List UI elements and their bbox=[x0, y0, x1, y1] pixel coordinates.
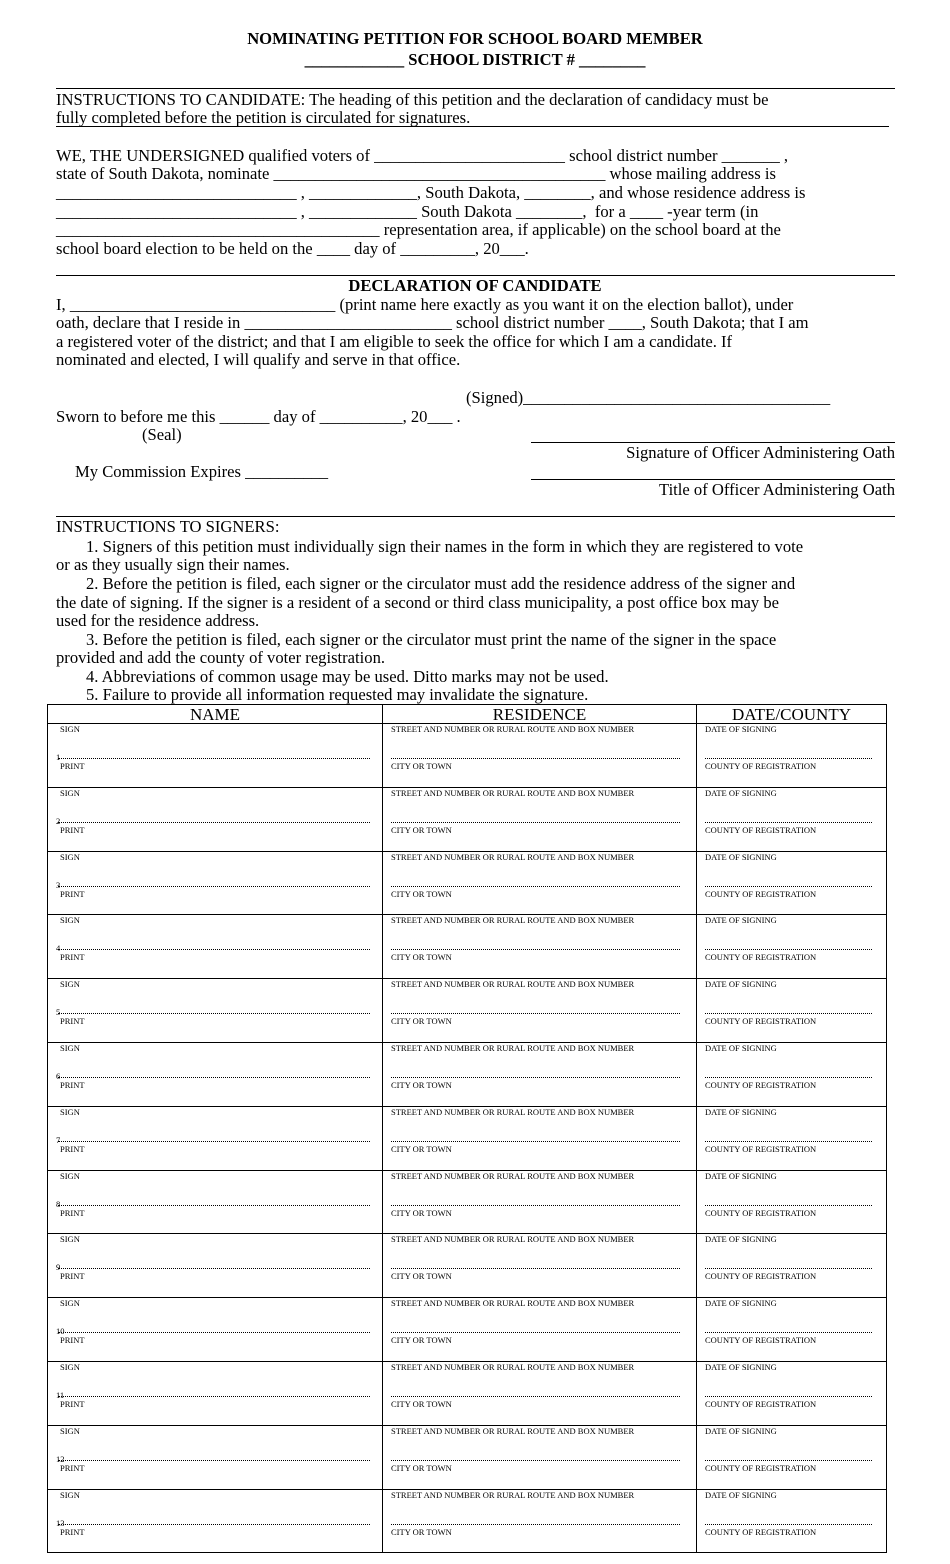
date-label: DATE OF SIGNING bbox=[705, 1425, 777, 1436]
signer-instruction-1a: 1. Signers of this petition must individually sign their names in the form in which they are registered to vote bbox=[86, 537, 804, 556]
divider bbox=[56, 88, 895, 89]
dotted-separator bbox=[391, 1460, 680, 1461]
nomination-line1: WE, THE UNDERSIGNED qualified voters of _______________________ school district number _______ , bbox=[56, 146, 789, 165]
name-cell[interactable] bbox=[48, 1234, 383, 1298]
city-label: CITY OR TOWN bbox=[391, 1335, 452, 1346]
county-label: COUNTY OF REGISTRATION bbox=[705, 761, 817, 771]
print-label: PRINT bbox=[60, 952, 85, 963]
row-number: 1 bbox=[56, 752, 61, 762]
nomination-line3: _____________________________ , _____________, South Dakota, ________, and whose residence address is bbox=[56, 183, 806, 202]
dotted-separator bbox=[391, 1396, 680, 1397]
dotted-separator bbox=[705, 949, 872, 950]
dotted-separator bbox=[705, 1077, 872, 1078]
sworn-line: Sworn to before me this ______ day of __________, 20___ . bbox=[56, 407, 461, 426]
row-number: 12 bbox=[56, 1453, 65, 1464]
dotted-separator bbox=[391, 1141, 680, 1142]
dotted-separator bbox=[705, 1205, 872, 1206]
table-row bbox=[48, 915, 887, 979]
name-cell[interactable] bbox=[48, 1361, 383, 1425]
name-cell[interactable] bbox=[48, 851, 383, 915]
name-cell[interactable] bbox=[48, 1106, 383, 1170]
row-number: 3 bbox=[56, 879, 61, 890]
row-number: 13 bbox=[56, 1517, 65, 1528]
declaration-line2: oath, declare that I reside in _________________________ school district number ____, South Dakota; that I am bbox=[56, 313, 809, 332]
city-label: CITY OR TOWN bbox=[391, 1207, 452, 1218]
sign-label: SIGN bbox=[60, 787, 80, 798]
street-label: STREET AND NUMBER OR RURAL ROUTE AND BOX NUMBER bbox=[391, 915, 635, 926]
print-label: PRINT bbox=[60, 1079, 85, 1090]
print-label: PRINT bbox=[60, 1143, 85, 1154]
date-label: DATE OF SIGNING bbox=[705, 1234, 777, 1245]
dotted-separator bbox=[58, 1205, 370, 1206]
dotted-separator bbox=[705, 1141, 872, 1142]
residence-cell[interactable] bbox=[383, 724, 697, 788]
declaration-title: DECLARATION OF CANDIDATE bbox=[348, 276, 602, 295]
officer-title-label: Title of Officer Administering Oath bbox=[659, 480, 895, 499]
signed-line: (Signed)_____________________________________ bbox=[466, 388, 831, 407]
row-number: 6 bbox=[56, 1070, 61, 1081]
county-label: COUNTY OF REGISTRATION bbox=[705, 1143, 817, 1154]
dotted-separator bbox=[705, 822, 872, 823]
signer-instruction-4: 4. Abbreviations of common usage may be used. Ditto marks may not be used. bbox=[86, 667, 609, 686]
name-cell[interactable] bbox=[48, 1170, 383, 1234]
print-label: PRINT bbox=[60, 824, 85, 835]
date-county-cell[interactable] bbox=[697, 787, 887, 851]
date-county-cell[interactable] bbox=[697, 851, 887, 915]
table-row bbox=[48, 851, 887, 915]
row-number: 7 bbox=[56, 1134, 61, 1145]
residence-cell[interactable] bbox=[383, 787, 697, 851]
residence-cell[interactable] bbox=[383, 1234, 697, 1298]
dotted-separator bbox=[391, 1013, 680, 1014]
residence-cell[interactable] bbox=[383, 1170, 697, 1234]
county-label: COUNTY OF REGISTRATION bbox=[705, 1462, 817, 1473]
dotted-separator bbox=[58, 1460, 370, 1461]
nomination-line6: school board election to be held on the ____ day of _________, 20___. bbox=[56, 239, 529, 258]
nomination-line2: state of South Dakota, nominate ________________________________________ whose mailing address is bbox=[56, 164, 776, 183]
row-number: 5 bbox=[56, 1007, 61, 1018]
officer-signature-label: Signature of Officer Administering Oath bbox=[626, 443, 895, 462]
date-label: DATE OF SIGNING bbox=[705, 979, 777, 990]
dotted-separator bbox=[705, 1524, 872, 1525]
county-label: COUNTY OF REGISTRATION bbox=[705, 1207, 817, 1218]
signer-instruction-3a: 3. Before the petition is filed, each signer or the circulator must print the name of the signer in the space bbox=[86, 630, 777, 649]
date-label: DATE OF SIGNING bbox=[705, 1361, 777, 1372]
print-label: PRINT bbox=[60, 1526, 85, 1537]
signer-instructions-title: INSTRUCTIONS TO SIGNERS: bbox=[56, 517, 280, 536]
city-label: CITY OR TOWN bbox=[391, 1016, 452, 1027]
sign-label: SIGN bbox=[60, 915, 80, 926]
table-row bbox=[48, 724, 887, 788]
page-title: NOMINATING PETITION FOR SCHOOL BOARD MEMBER bbox=[247, 29, 703, 48]
residence-cell[interactable] bbox=[383, 1361, 697, 1425]
dotted-separator bbox=[58, 1013, 370, 1014]
street-label: STREET AND NUMBER OR RURAL ROUTE AND BOX NUMBER bbox=[391, 979, 635, 990]
signer-instruction-1b: or as they usually sign their names. bbox=[56, 555, 290, 574]
header-residence: RESIDENCE bbox=[383, 705, 697, 724]
table-row bbox=[48, 1042, 887, 1106]
dotted-separator bbox=[391, 1205, 680, 1206]
dotted-separator bbox=[705, 886, 872, 887]
print-label: PRINT bbox=[60, 1462, 85, 1473]
county-label: COUNTY OF REGISTRATION bbox=[705, 1271, 817, 1282]
city-label: CITY OR TOWN bbox=[391, 1271, 452, 1282]
dotted-separator bbox=[705, 1396, 872, 1397]
name-cell[interactable] bbox=[48, 1042, 383, 1106]
table-row bbox=[48, 979, 887, 1043]
dotted-separator bbox=[391, 1268, 680, 1269]
nomination-line4: _____________________________ , _____________ South Dakota ________, for a ____ -year term (in bbox=[56, 202, 759, 221]
signer-instruction-3b: provided and add the county of voter registration. bbox=[56, 648, 386, 667]
residence-cell[interactable] bbox=[383, 979, 697, 1043]
street-label: STREET AND NUMBER OR RURAL ROUTE AND BOX NUMBER bbox=[391, 1106, 635, 1117]
date-label: DATE OF SIGNING bbox=[705, 1042, 777, 1053]
date-label: DATE OF SIGNING bbox=[705, 1106, 777, 1117]
dotted-separator bbox=[58, 1268, 370, 1269]
city-label: CITY OR TOWN bbox=[391, 952, 452, 963]
dotted-separator bbox=[391, 1524, 680, 1525]
county-label: COUNTY OF REGISTRATION bbox=[705, 1398, 817, 1409]
residence-cell[interactable] bbox=[383, 1425, 697, 1489]
table-row bbox=[48, 1106, 887, 1170]
county-label: COUNTY OF REGISTRATION bbox=[705, 952, 817, 963]
name-cell[interactable] bbox=[48, 787, 383, 851]
city-label: CITY OR TOWN bbox=[391, 761, 452, 771]
county-label: COUNTY OF REGISTRATION bbox=[705, 888, 817, 899]
city-label: CITY OR TOWN bbox=[391, 1526, 452, 1537]
dotted-separator bbox=[391, 949, 680, 950]
seal-label: (Seal) bbox=[142, 425, 182, 444]
street-label: STREET AND NUMBER OR RURAL ROUTE AND BOX NUMBER bbox=[391, 1489, 635, 1500]
candidate-instructions-line1: INSTRUCTIONS TO CANDIDATE: The heading of this petition and the declaration of candidacy must be bbox=[56, 90, 769, 109]
date-label: DATE OF SIGNING bbox=[705, 915, 777, 926]
date-county-cell[interactable] bbox=[697, 1234, 887, 1298]
date-label: DATE OF SIGNING bbox=[705, 1298, 777, 1309]
dotted-separator bbox=[391, 822, 680, 823]
table-row bbox=[48, 1425, 887, 1489]
residence-cell[interactable] bbox=[383, 1042, 697, 1106]
date-county-cell[interactable] bbox=[697, 1042, 887, 1106]
dotted-separator bbox=[58, 758, 370, 759]
date-label: DATE OF SIGNING bbox=[705, 787, 777, 798]
signer-instruction-5: 5. Failure to provide all information requested may invalidate the signature. bbox=[86, 685, 589, 704]
signer-instruction-2c: used for the residence address. bbox=[56, 611, 260, 630]
declaration-line1: I, ________________________________ (print name here exactly as you want it on the election ballot), under bbox=[56, 295, 794, 314]
dotted-separator bbox=[391, 1077, 680, 1078]
print-label: PRINT bbox=[60, 1207, 85, 1218]
dotted-separator bbox=[391, 886, 680, 887]
dotted-separator bbox=[58, 1077, 370, 1078]
header-date-county: DATE/COUNTY bbox=[697, 705, 887, 724]
table-row bbox=[48, 1234, 887, 1298]
commission-expires: My Commission Expires __________ bbox=[75, 462, 329, 481]
dotted-separator bbox=[705, 1013, 872, 1014]
header-name: NAME bbox=[48, 705, 383, 724]
row-number: 4 bbox=[56, 943, 61, 954]
row-number: 9 bbox=[56, 1262, 61, 1273]
sign-label: SIGN bbox=[60, 724, 80, 734]
sign-label: SIGN bbox=[60, 1170, 80, 1181]
sign-label: SIGN bbox=[60, 1489, 80, 1500]
table-row bbox=[48, 1361, 887, 1425]
residence-cell[interactable] bbox=[383, 1298, 697, 1362]
street-label: STREET AND NUMBER OR RURAL ROUTE AND BOX NUMBER bbox=[391, 724, 635, 734]
signer-instruction-2a: 2. Before the petition is filed, each signer or the circulator must add the residence address of the signer and bbox=[86, 574, 796, 593]
residence-cell[interactable] bbox=[383, 1489, 697, 1553]
sign-label: SIGN bbox=[60, 1298, 80, 1309]
city-label: CITY OR TOWN bbox=[391, 888, 452, 899]
street-label: STREET AND NUMBER OR RURAL ROUTE AND BOX NUMBER bbox=[391, 1234, 635, 1245]
dotted-separator bbox=[391, 758, 680, 759]
print-label: PRINT bbox=[60, 1271, 85, 1282]
date-county-cell[interactable] bbox=[697, 1425, 887, 1489]
name-cell[interactable] bbox=[48, 1298, 383, 1362]
name-cell[interactable] bbox=[48, 724, 383, 788]
date-label: DATE OF SIGNING bbox=[705, 851, 777, 862]
date-county-cell[interactable] bbox=[697, 1298, 887, 1362]
county-label: COUNTY OF REGISTRATION bbox=[705, 1016, 817, 1027]
row-number: 11 bbox=[56, 1389, 65, 1400]
print-label: PRINT bbox=[60, 888, 85, 899]
name-cell[interactable] bbox=[48, 1425, 383, 1489]
dotted-separator bbox=[705, 1268, 872, 1269]
name-cell[interactable] bbox=[48, 915, 383, 979]
date-county-cell[interactable] bbox=[697, 724, 887, 788]
row-number: 8 bbox=[56, 1198, 61, 1209]
name-cell[interactable] bbox=[48, 1489, 383, 1553]
row-number: 10 bbox=[56, 1326, 65, 1337]
print-label: PRINT bbox=[60, 1398, 85, 1409]
city-label: CITY OR TOWN bbox=[391, 824, 452, 835]
sign-label: SIGN bbox=[60, 1234, 80, 1245]
date-county-cell[interactable] bbox=[697, 1361, 887, 1425]
date-label: DATE OF SIGNING bbox=[705, 1170, 777, 1181]
dotted-separator bbox=[58, 886, 370, 887]
table-row bbox=[48, 1298, 887, 1362]
city-label: CITY OR TOWN bbox=[391, 1079, 452, 1090]
dotted-separator bbox=[58, 1141, 370, 1142]
table-row bbox=[48, 1489, 887, 1553]
date-county-cell[interactable] bbox=[697, 1106, 887, 1170]
residence-cell[interactable] bbox=[383, 915, 697, 979]
city-label: CITY OR TOWN bbox=[391, 1398, 452, 1409]
print-label: PRINT bbox=[60, 1016, 85, 1027]
street-label: STREET AND NUMBER OR RURAL ROUTE AND BOX NUMBER bbox=[391, 1298, 635, 1309]
print-label: PRINT bbox=[60, 1335, 85, 1346]
date-label: DATE OF SIGNING bbox=[705, 1489, 777, 1500]
dotted-separator bbox=[58, 949, 370, 950]
sign-label: SIGN bbox=[60, 1106, 80, 1117]
date-label: DATE OF SIGNING bbox=[705, 724, 777, 734]
signature-table bbox=[47, 704, 887, 1553]
row-number: 2 bbox=[56, 815, 61, 826]
street-label: STREET AND NUMBER OR RURAL ROUTE AND BOX NUMBER bbox=[391, 787, 635, 798]
sign-label: SIGN bbox=[60, 1042, 80, 1053]
name-cell[interactable] bbox=[48, 979, 383, 1043]
street-label: STREET AND NUMBER OR RURAL ROUTE AND BOX NUMBER bbox=[391, 1361, 635, 1372]
dotted-separator bbox=[58, 1396, 370, 1397]
date-county-cell[interactable] bbox=[697, 915, 887, 979]
sign-label: SIGN bbox=[60, 1425, 80, 1436]
county-label: COUNTY OF REGISTRATION bbox=[705, 1079, 817, 1090]
county-label: COUNTY OF REGISTRATION bbox=[705, 1526, 817, 1537]
dotted-separator bbox=[58, 1524, 370, 1525]
street-label: STREET AND NUMBER OR RURAL ROUTE AND BOX NUMBER bbox=[391, 1425, 635, 1436]
residence-cell[interactable] bbox=[383, 851, 697, 915]
dotted-separator bbox=[705, 1332, 872, 1333]
signer-instruction-2b: the date of signing. If the signer is a resident of a second or third class municipality, a post office box may be bbox=[56, 593, 780, 612]
dotted-separator bbox=[705, 1460, 872, 1461]
sign-label: SIGN bbox=[60, 979, 80, 990]
table-row bbox=[48, 787, 887, 851]
declaration-line3: a registered voter of the district; and that I am eligible to seek the office for which I am a candidate. If bbox=[56, 332, 733, 351]
residence-cell[interactable] bbox=[383, 1106, 697, 1170]
date-county-cell[interactable] bbox=[697, 979, 887, 1043]
sign-label: SIGN bbox=[60, 851, 80, 862]
county-label: COUNTY OF REGISTRATION bbox=[705, 824, 817, 835]
dotted-separator bbox=[705, 758, 872, 759]
dotted-separator bbox=[391, 1332, 680, 1333]
date-county-cell[interactable] bbox=[697, 1489, 887, 1553]
declaration-line4: nominated and elected, I will qualify and serve in that office. bbox=[56, 350, 461, 369]
table-row bbox=[48, 1170, 887, 1234]
city-label: CITY OR TOWN bbox=[391, 1143, 452, 1154]
print-label: PRINT bbox=[60, 761, 85, 771]
candidate-instructions-line2: fully completed before the petition is circulated for signatures. bbox=[56, 108, 471, 127]
street-label: STREET AND NUMBER OR RURAL ROUTE AND BOX NUMBER bbox=[391, 851, 635, 862]
street-label: STREET AND NUMBER OR RURAL ROUTE AND BOX NUMBER bbox=[391, 1042, 635, 1053]
dotted-separator bbox=[58, 1332, 370, 1333]
divider bbox=[56, 126, 889, 127]
sign-label: SIGN bbox=[60, 1361, 80, 1372]
city-label: CITY OR TOWN bbox=[391, 1462, 452, 1473]
street-label: STREET AND NUMBER OR RURAL ROUTE AND BOX NUMBER bbox=[391, 1170, 635, 1181]
district-heading: ____________ SCHOOL DISTRICT # ________ bbox=[304, 50, 646, 69]
dotted-separator bbox=[58, 822, 370, 823]
nomination-line5: _______________________________________ representation area, if applicable) on the school board at the bbox=[56, 220, 781, 239]
county-label: COUNTY OF REGISTRATION bbox=[705, 1335, 817, 1346]
date-county-cell[interactable] bbox=[697, 1170, 887, 1234]
